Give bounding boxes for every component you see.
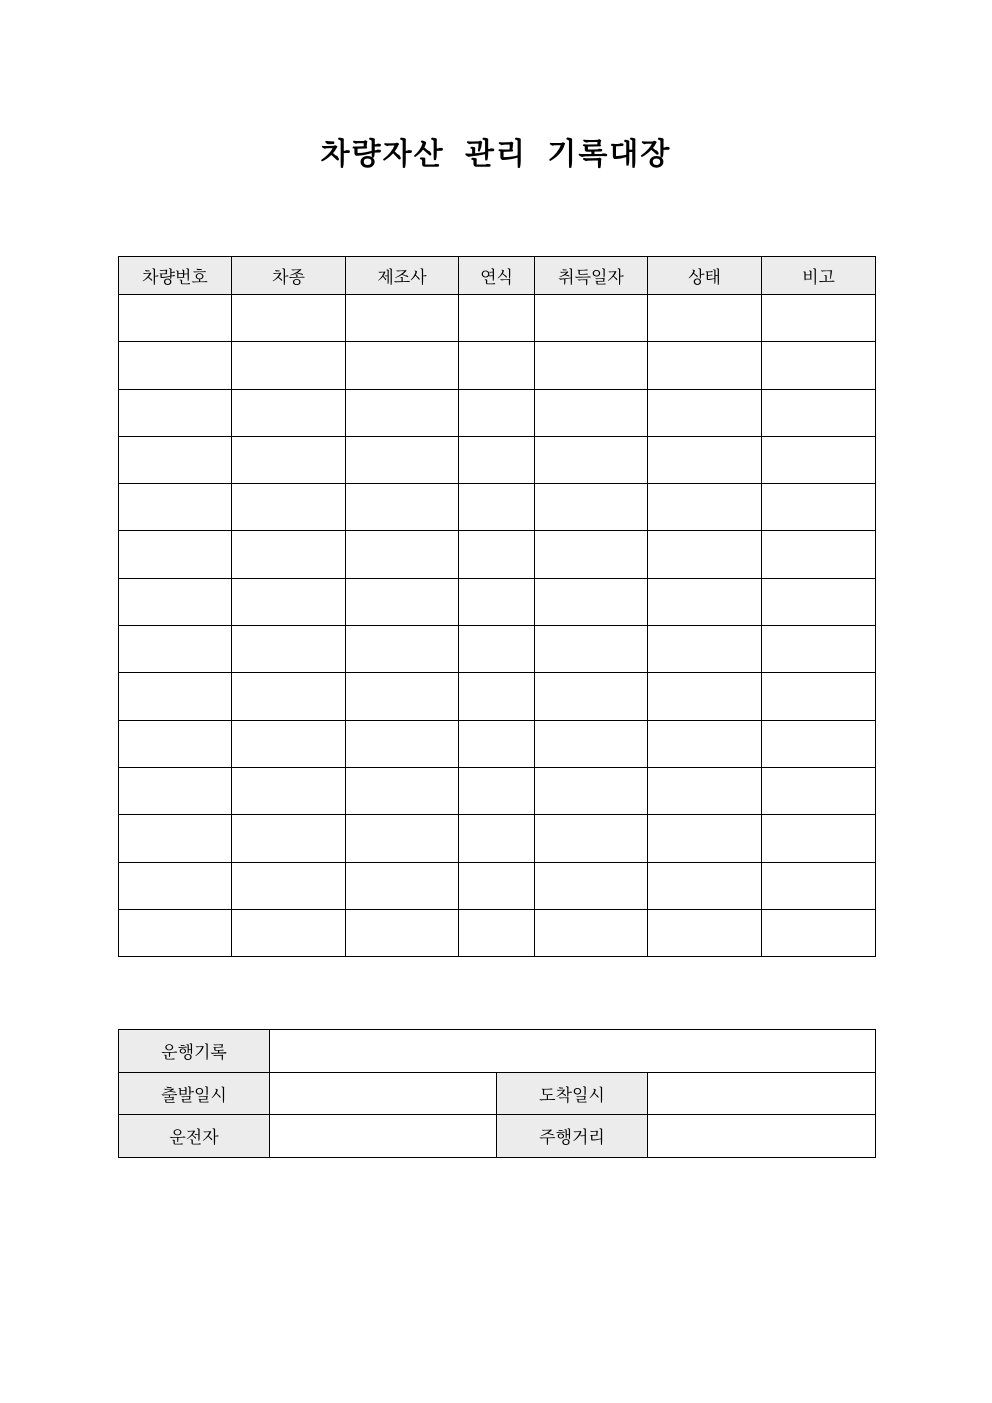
table-row	[119, 767, 876, 814]
cell-vehicle-type[interactable]	[232, 815, 346, 862]
cell-vehicle-number[interactable]	[119, 389, 232, 436]
cell-remarks[interactable]	[762, 389, 876, 436]
cell-model-year[interactable]	[459, 626, 535, 673]
table-row	[119, 389, 876, 436]
table-row	[119, 295, 876, 342]
header-manufacturer: 제조사	[346, 257, 459, 295]
cell-vehicle-type[interactable]	[232, 436, 346, 483]
table-row	[119, 436, 876, 483]
cell-acquisition-date[interactable]	[535, 578, 648, 625]
cell-acquisition-date[interactable]	[535, 720, 648, 767]
cell-vehicle-number[interactable]	[119, 484, 232, 531]
cell-acquisition-date[interactable]	[535, 295, 648, 342]
cell-vehicle-type[interactable]	[232, 673, 346, 720]
cell-vehicle-number[interactable]	[119, 531, 232, 578]
cell-model-year[interactable]	[459, 720, 535, 767]
table-header-row	[119, 257, 876, 295]
cell-manufacturer[interactable]	[346, 436, 459, 483]
cell-model-year[interactable]	[459, 815, 535, 862]
cell-vehicle-type[interactable]	[232, 767, 346, 814]
log-row-driver	[119, 1115, 876, 1158]
departure-time-label: 출발일시	[119, 1072, 270, 1115]
cell-acquisition-date[interactable]	[535, 673, 648, 720]
cell-remarks[interactable]	[762, 484, 876, 531]
cell-vehicle-number[interactable]	[119, 815, 232, 862]
cell-vehicle-type[interactable]	[232, 342, 346, 389]
cell-model-year[interactable]	[459, 342, 535, 389]
cell-model-year[interactable]	[459, 436, 535, 483]
cell-remarks[interactable]	[762, 862, 876, 909]
table-row	[119, 720, 876, 767]
cell-remarks[interactable]	[762, 720, 876, 767]
table-row	[119, 531, 876, 578]
header-remarks: 비고	[762, 257, 876, 295]
table-row	[119, 626, 876, 673]
cell-vehicle-type[interactable]	[232, 295, 346, 342]
cell-vehicle-type[interactable]	[232, 720, 346, 767]
cell-remarks[interactable]	[762, 578, 876, 625]
cell-remarks[interactable]	[762, 531, 876, 578]
cell-manufacturer[interactable]	[346, 767, 459, 814]
cell-vehicle-number[interactable]	[119, 909, 232, 956]
cell-model-year[interactable]	[459, 862, 535, 909]
cell-vehicle-number[interactable]	[119, 436, 232, 483]
cell-vehicle-number[interactable]	[119, 673, 232, 720]
table-row	[119, 815, 876, 862]
cell-vehicle-number[interactable]	[119, 342, 232, 389]
cell-vehicle-number[interactable]	[119, 578, 232, 625]
cell-vehicle-type[interactable]	[232, 626, 346, 673]
cell-remarks[interactable]	[762, 909, 876, 956]
table-row	[119, 342, 876, 389]
driving-record-field[interactable]	[270, 1030, 876, 1073]
header-acquisition-date: 취득일자	[535, 257, 648, 295]
cell-manufacturer[interactable]	[346, 720, 459, 767]
cell-manufacturer[interactable]	[346, 673, 459, 720]
driving-log-table	[118, 1029, 876, 1158]
cell-status[interactable]	[648, 720, 762, 767]
cell-remarks[interactable]	[762, 767, 876, 814]
cell-status[interactable]	[648, 767, 762, 814]
cell-vehicle-number[interactable]	[119, 720, 232, 767]
cell-remarks[interactable]	[762, 436, 876, 483]
cell-acquisition-date[interactable]	[535, 342, 648, 389]
cell-status[interactable]	[648, 436, 762, 483]
cell-vehicle-type[interactable]	[232, 578, 346, 625]
departure-time-field[interactable]	[270, 1072, 497, 1115]
cell-manufacturer[interactable]	[346, 295, 459, 342]
cell-model-year[interactable]	[459, 767, 535, 814]
cell-model-year[interactable]	[459, 673, 535, 720]
cell-manufacturer[interactable]	[346, 484, 459, 531]
driving-record-label: 운행기록	[119, 1030, 270, 1073]
cell-vehicle-number[interactable]	[119, 862, 232, 909]
cell-vehicle-type[interactable]	[232, 484, 346, 531]
cell-status[interactable]	[648, 531, 762, 578]
cell-vehicle-type[interactable]	[232, 531, 346, 578]
cell-vehicle-number[interactable]	[119, 767, 232, 814]
table-row	[119, 484, 876, 531]
cell-acquisition-date[interactable]	[535, 389, 648, 436]
cell-status[interactable]	[648, 909, 762, 956]
log-row-record	[119, 1030, 876, 1073]
distance-field[interactable]	[648, 1115, 876, 1158]
cell-vehicle-number[interactable]	[119, 626, 232, 673]
cell-vehicle-type[interactable]	[232, 389, 346, 436]
cell-model-year[interactable]	[459, 531, 535, 578]
cell-manufacturer[interactable]	[346, 531, 459, 578]
cell-acquisition-date[interactable]	[535, 815, 648, 862]
cell-manufacturer[interactable]	[346, 862, 459, 909]
driver-field[interactable]	[270, 1115, 497, 1158]
distance-label: 주행거리	[497, 1115, 648, 1158]
cell-status[interactable]	[648, 389, 762, 436]
cell-acquisition-date[interactable]	[535, 909, 648, 956]
cell-manufacturer[interactable]	[346, 389, 459, 436]
cell-status[interactable]	[648, 578, 762, 625]
cell-manufacturer[interactable]	[346, 342, 459, 389]
cell-status[interactable]	[648, 295, 762, 342]
cell-acquisition-date[interactable]	[535, 767, 648, 814]
page-title: 차량자산 관리 기록대장	[320, 137, 672, 172]
table-row	[119, 909, 876, 956]
cell-status[interactable]	[648, 484, 762, 531]
cell-status[interactable]	[648, 673, 762, 720]
header-vehicle-number: 차량번호	[119, 257, 232, 295]
cell-vehicle-type[interactable]	[232, 862, 346, 909]
cell-acquisition-date[interactable]	[535, 626, 648, 673]
header-model-year: 연식	[459, 257, 535, 295]
arrival-time-label: 도착일시	[497, 1072, 648, 1115]
cell-acquisition-date[interactable]	[535, 531, 648, 578]
cell-manufacturer[interactable]	[346, 578, 459, 625]
cell-status[interactable]	[648, 862, 762, 909]
cell-acquisition-date[interactable]	[535, 436, 648, 483]
header-status: 상태	[648, 257, 762, 295]
cell-remarks[interactable]	[762, 673, 876, 720]
cell-model-year[interactable]	[459, 484, 535, 531]
cell-remarks[interactable]	[762, 342, 876, 389]
table-row	[119, 673, 876, 720]
cell-acquisition-date[interactable]	[535, 484, 648, 531]
cell-status[interactable]	[648, 815, 762, 862]
table-row	[119, 862, 876, 909]
cell-remarks[interactable]	[762, 295, 876, 342]
cell-vehicle-number[interactable]	[119, 295, 232, 342]
cell-status[interactable]	[648, 626, 762, 673]
log-row-times	[119, 1072, 876, 1115]
table-row	[119, 578, 876, 625]
arrival-time-field[interactable]	[648, 1072, 876, 1115]
driver-label: 운전자	[119, 1115, 270, 1158]
cell-manufacturer[interactable]	[346, 909, 459, 956]
cell-manufacturer[interactable]	[346, 815, 459, 862]
cell-remarks[interactable]	[762, 815, 876, 862]
cell-model-year[interactable]	[459, 909, 535, 956]
cell-model-year[interactable]	[459, 389, 535, 436]
header-vehicle-type: 차종	[232, 257, 346, 295]
cell-model-year[interactable]	[459, 295, 535, 342]
cell-status[interactable]	[648, 342, 762, 389]
cell-manufacturer[interactable]	[346, 626, 459, 673]
cell-model-year[interactable]	[459, 578, 535, 625]
vehicle-asset-table	[118, 256, 876, 957]
cell-vehicle-type[interactable]	[232, 909, 346, 956]
cell-acquisition-date[interactable]	[535, 862, 648, 909]
cell-remarks[interactable]	[762, 626, 876, 673]
